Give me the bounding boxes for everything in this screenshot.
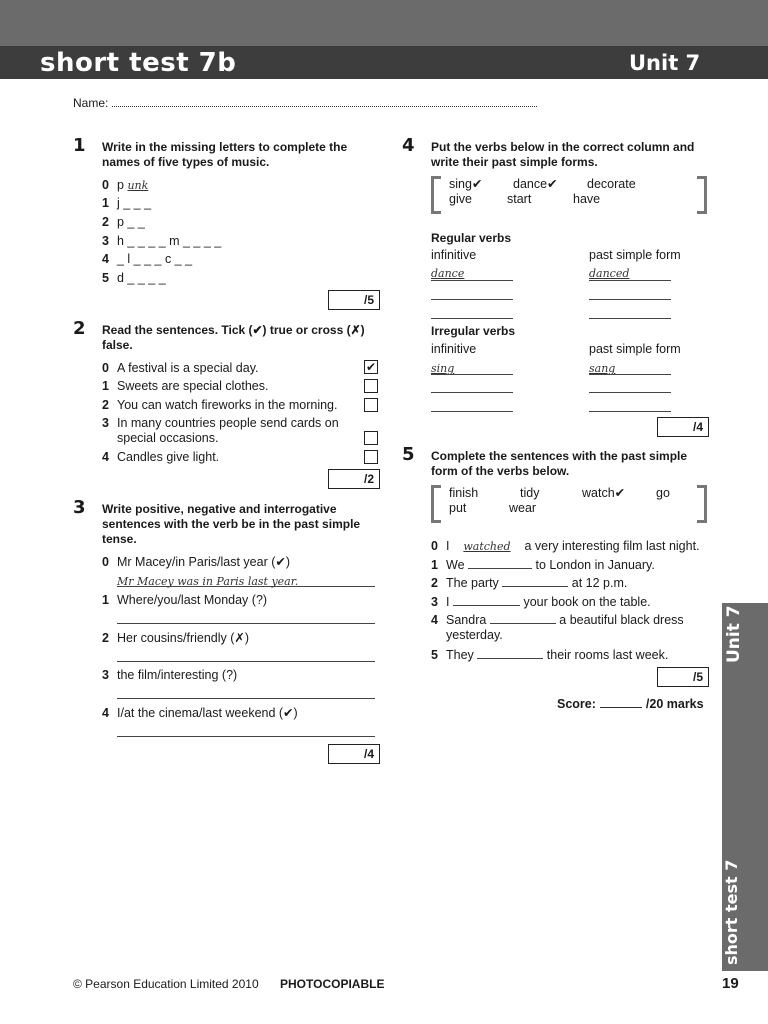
item-number: 4 — [102, 706, 109, 720]
irregular-past-line-2[interactable] — [589, 411, 671, 412]
ex1-item-3[interactable] — [102, 234, 221, 249]
ex3-score-box[interactable]: /4 — [328, 744, 380, 764]
ex2-checkbox-2[interactable] — [364, 398, 378, 412]
item-text: We — [446, 558, 465, 572]
ex3-answer-line-1[interactable] — [117, 623, 375, 624]
ex3-answer-line-4[interactable] — [117, 736, 375, 737]
item-number: 1 — [431, 558, 438, 572]
ex2-item-1 — [102, 379, 268, 394]
item-number: 3 — [102, 234, 109, 248]
ex5-item-0 — [431, 539, 700, 554]
item-text: your book on the table. — [523, 595, 651, 609]
item-text: the film/interesting (?) — [117, 668, 238, 682]
item-number: 2 — [102, 398, 109, 412]
item-number: 1 — [102, 196, 109, 210]
item-number: 2 — [102, 631, 109, 645]
ex5-instruction: Complete the sentences with the past simple form of the verbs below. — [431, 449, 688, 478]
ex5-word-go: go — [656, 486, 670, 500]
ex1-item-0 — [102, 178, 148, 193]
ex5-blank-5[interactable] — [477, 648, 543, 659]
ex5-word-watch: watch✔ — [582, 486, 626, 500]
item-number: 5 — [102, 271, 109, 285]
ex2-item-3-cont: special occasions. — [117, 431, 219, 445]
regular-infinitive-header: infinitive — [431, 248, 477, 262]
item-number: 1 — [102, 593, 109, 607]
ex5-score-box[interactable]: /5 — [657, 667, 709, 687]
ex4-number: 4 — [402, 135, 415, 156]
ex5-item-2 — [431, 576, 627, 591]
score-label: Score: — [557, 697, 596, 711]
ex2-item-4 — [102, 450, 219, 465]
ex4-instruction: Put the verbs below in the correct column and write their past simple forms. — [431, 140, 695, 169]
regular-past-header: past simple form — [589, 248, 681, 262]
item-number: 0 — [102, 178, 109, 192]
ex5-item-3 — [431, 595, 651, 610]
page-number: 19 — [722, 975, 739, 992]
ex4-word-sing: sing✔ — [449, 177, 483, 191]
item-number: 5 — [431, 648, 438, 662]
item-number: 3 — [431, 595, 438, 609]
item-text: _ l _ _ _ c _ _ — [117, 252, 193, 266]
ex1-item-5[interactable] — [102, 271, 166, 286]
item-text: I — [446, 595, 450, 609]
item-text: p _ _ — [117, 215, 145, 229]
ex5-blank-4[interactable] — [490, 613, 556, 624]
item-text: their rooms last week. — [546, 648, 669, 662]
item-text: j _ _ _ — [117, 196, 152, 210]
item-text: Sandra — [446, 613, 487, 627]
name-label: Name: — [73, 96, 109, 110]
irregular-past-header: past simple form — [589, 342, 681, 356]
item-text: to London in January. — [535, 558, 655, 572]
ex3-item-4 — [102, 706, 298, 721]
total-score — [557, 697, 704, 711]
item-text: I — [446, 539, 450, 553]
ex5-word-put: put — [449, 501, 467, 515]
irregular-inf-line-0 — [431, 374, 513, 375]
item-text: a beautiful black dress — [559, 613, 684, 627]
ex2-checkbox-1[interactable] — [364, 379, 378, 393]
irregular-infinitive-header: infinitive — [431, 342, 477, 356]
regular-past-line-2[interactable] — [589, 318, 671, 319]
unit-label: Unit 7 — [629, 51, 701, 75]
item-text: Mr Macey/in Paris/last year (✔) — [117, 555, 291, 569]
ex5-word-finish: finish — [449, 486, 479, 500]
item-text: The party — [446, 576, 499, 590]
side-tab-test: short test 7 — [722, 859, 741, 965]
irregular-inf-line-1[interactable] — [431, 392, 513, 393]
irregular-inf-line-2[interactable] — [431, 411, 513, 412]
ex3-item-3 — [102, 668, 237, 683]
ex3-answer-line-2[interactable] — [117, 661, 375, 662]
item-text: a very interesting film last night. — [524, 539, 700, 553]
wordbank-bracket-right — [697, 176, 707, 214]
regular-inf-line-0 — [431, 280, 513, 281]
ex5-item-1 — [431, 558, 655, 573]
handwritten-answer: unk — [127, 179, 149, 192]
copyright: © Pearson Education Limited 2010 — [73, 977, 259, 991]
regular-verbs-heading: Regular verbs — [431, 231, 512, 245]
page-title: short test 7b — [40, 48, 237, 78]
ex3-answer-line-0 — [117, 586, 375, 587]
item-text: In many countries people send cards on — [117, 416, 339, 430]
ex2-item-0 — [102, 361, 259, 376]
handwritten-answer: sing — [431, 362, 455, 375]
ex4-word-have: have — [573, 192, 601, 206]
ex4-word-decorate: decorate — [587, 177, 636, 191]
item-text: d _ _ _ _ — [117, 271, 166, 285]
ex2-instruction: Read the sentences. Tick (✔) true or cross (✗) false. — [102, 323, 365, 352]
regular-inf-line-1[interactable] — [431, 299, 513, 300]
ex4-word-dance: dance✔ — [513, 177, 558, 191]
ex5-word-tidy: tidy — [520, 486, 540, 500]
item-number: 3 — [102, 416, 109, 430]
handwritten-answer: watched — [463, 540, 511, 553]
ex2-number: 2 — [73, 318, 86, 339]
item-number: 1 — [102, 379, 109, 393]
handwritten-answer: dance — [431, 267, 465, 280]
handwritten-answer: Mr Macey was in Paris last year. — [117, 575, 299, 588]
item-number: 0 — [431, 539, 438, 553]
ex1-item-1[interactable] — [102, 196, 151, 211]
name-field[interactable] — [73, 96, 537, 110]
handwritten-answer: sang — [589, 362, 616, 375]
ex5-item-4 — [431, 613, 684, 628]
wordbank-bracket-right — [697, 485, 707, 523]
irregular-past-line-0 — [589, 374, 671, 375]
item-number: 2 — [102, 215, 109, 229]
item-text: Sweets are special clothes. — [117, 379, 269, 393]
wordbank-bracket-left — [431, 176, 441, 214]
score-blank[interactable] — [600, 707, 642, 708]
ex4-word-start: start — [507, 192, 532, 206]
irregular-verbs-heading: Irregular verbs — [431, 324, 516, 338]
regular-example-inf — [431, 266, 464, 281]
ex1-score-box[interactable]: /5 — [328, 290, 380, 310]
item-text: h _ _ _ _ m _ _ _ _ — [117, 234, 222, 248]
score-value: /20 marks — [645, 697, 704, 711]
ex5-blank-3[interactable] — [453, 595, 520, 606]
item-text: I/at the cinema/last weekend (✔) — [117, 706, 298, 720]
wordbank-bracket-left — [431, 485, 441, 523]
regular-past-line-0 — [589, 280, 671, 281]
ex4-word-give: give — [449, 192, 472, 206]
irregular-past-line-1[interactable] — [589, 392, 671, 393]
ex2-checkbox-3[interactable] — [364, 431, 378, 445]
ex3-item-2 — [102, 631, 249, 646]
ex3-item-1 — [102, 593, 267, 608]
ex3-answer-line-3[interactable] — [117, 698, 375, 699]
ex2-checkbox-4[interactable] — [364, 450, 378, 464]
ex3-number: 3 — [73, 497, 86, 518]
regular-inf-line-2[interactable] — [431, 318, 513, 319]
item-number: 2 — [431, 576, 438, 590]
item-number: 0 — [102, 555, 109, 569]
ex4-score-box[interactable]: /4 — [657, 417, 709, 437]
item-number: 3 — [102, 668, 109, 682]
ex3-item-0 — [102, 555, 290, 570]
ex5-blank-2[interactable] — [502, 576, 568, 587]
item-text: at 12 p.m. — [571, 576, 628, 590]
header-bar — [0, 46, 768, 79]
top-band — [0, 0, 768, 46]
item-text: A festival is a special day. — [117, 361, 259, 375]
item-number: 4 — [102, 450, 109, 464]
item-text: p — [117, 178, 124, 192]
photocopiable-label: PHOTOCOPIABLE — [280, 977, 385, 991]
ex2-score-box[interactable]: /2 — [328, 469, 380, 489]
ex1-item-4[interactable] — [102, 252, 192, 267]
ex1-instruction: Write in the missing letters to complete the names of five types of music. — [102, 140, 348, 169]
ex5-item-5 — [431, 648, 668, 663]
item-number: 4 — [102, 252, 109, 266]
item-text: They — [446, 648, 474, 662]
ex5-item-4-cont: yesterday. — [446, 628, 503, 642]
ex2-item-3 — [102, 416, 339, 431]
regular-past-line-1[interactable] — [589, 299, 671, 300]
item-text: Her cousins/friendly (✗) — [117, 631, 250, 645]
item-number: 4 — [431, 613, 438, 627]
ex2-item-2 — [102, 398, 337, 413]
ex3-instruction: Write positive, negative and interrogative sentences with the verb be in the past simple tense. — [102, 502, 361, 546]
ex5-blank-1[interactable] — [468, 558, 532, 569]
ex5-number: 5 — [402, 444, 415, 465]
ex1-item-2[interactable] — [102, 215, 145, 230]
item-text: Candles give light. — [117, 450, 220, 464]
ex5-word-wear: wear — [509, 501, 537, 515]
item-text: You can watch fireworks in the morning. — [117, 398, 338, 412]
side-tab-unit: Unit 7 — [724, 605, 744, 663]
ex2-checkbox-0[interactable]: ✔ — [365, 360, 377, 374]
handwritten-answer: danced — [589, 267, 630, 280]
regular-example-past — [589, 266, 629, 281]
item-text: Where/you/last Monday (?) — [117, 593, 268, 607]
name-dotted-line[interactable] — [112, 97, 537, 107]
item-number: 0 — [102, 361, 109, 375]
ex1-number: 1 — [73, 135, 86, 156]
